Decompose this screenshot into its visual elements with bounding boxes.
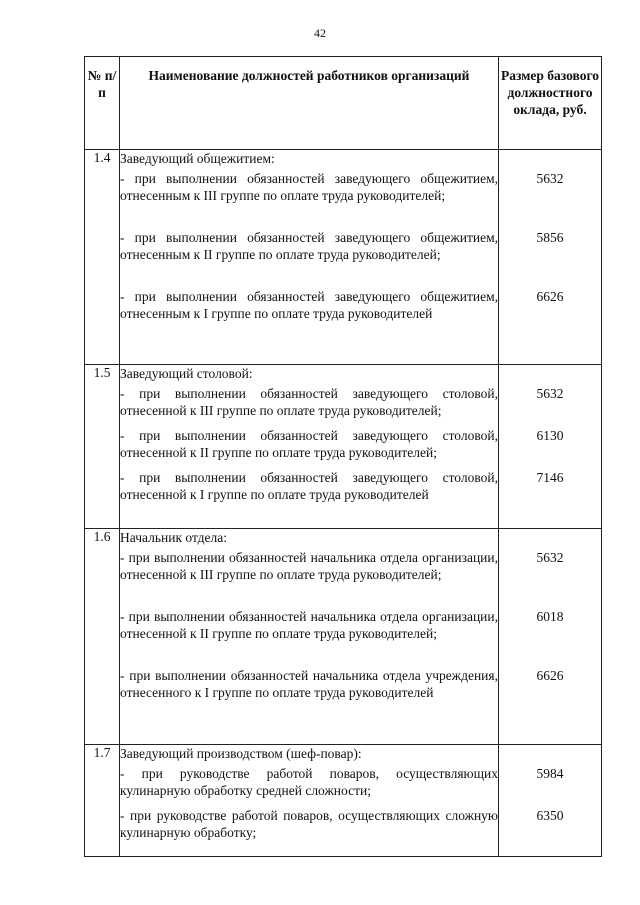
section-title: Начальник отдела:: [120, 530, 228, 545]
list-item: - при выполнении обязанностей заведующего общежитием, отнесенным к III группе по оплате труда руководителей;: [120, 171, 498, 203]
section-number: 1.7: [85, 745, 120, 857]
table-row: [85, 150, 602, 365]
salary-cell: [499, 150, 602, 365]
section-content: [120, 745, 499, 857]
salary-value: 5632: [536, 171, 564, 186]
list-item: - при выполнении обязанностей заведующего общежитием, отнесенным к II группе по оплате труда руководителей;: [120, 230, 498, 262]
section-content: [120, 365, 499, 529]
table-row: [85, 529, 602, 745]
salary-value: 5984: [536, 766, 564, 781]
section-number: 1.4: [85, 150, 120, 365]
list-item: - при руководстве работой поваров, осуществляющих сложную кулинарную обработку;: [120, 808, 498, 840]
section-title: Заведующий столовой:: [120, 366, 253, 381]
salary-value: 6130: [536, 428, 564, 443]
salary-value: 5632: [536, 386, 564, 401]
header-base-salary: Размер базового должностного оклада, руб.: [499, 57, 602, 150]
salary-cell: [499, 529, 602, 745]
salary-cell: [499, 365, 602, 529]
salary-value: 6350: [536, 808, 564, 823]
list-item: - при выполнении обязанностей начальника отдела организации, отнесенной к II группе по оплате труда руководителей;: [120, 609, 498, 641]
section-number: 1.6: [85, 529, 120, 745]
salary-value: 6626: [536, 668, 564, 683]
list-item: - при выполнении обязанностей заведующего столовой, отнесенной к II группе по оплате труда руководителей;: [120, 428, 498, 460]
table-header-row: [85, 57, 602, 150]
section-content: [120, 529, 499, 745]
section-number: 1.5: [85, 365, 120, 529]
section-content: [120, 150, 499, 365]
header-number: № п/п: [85, 57, 120, 150]
list-item: - при выполнении обязанностей начальника отдела учреждения, отнесенного к I группе по оплате труда руководителей: [120, 668, 498, 700]
salary-cell: [499, 745, 602, 857]
table-row: [85, 745, 602, 857]
page-number: 42: [314, 26, 326, 40]
table-row: [85, 365, 602, 529]
header-position-name: Наименование должностей работников организаций: [120, 57, 499, 150]
section-title: Заведующий общежитием:: [120, 151, 275, 166]
salary-value: 7146: [536, 470, 564, 485]
list-item: - при выполнении обязанностей заведующего столовой, отнесенной к III группе по оплате труда руководителей;: [120, 386, 498, 418]
salary-table: [84, 56, 602, 857]
list-item: - при выполнении обязанностей начальника отдела организации, отнесенной к III группе по оплате труда руководителей;: [120, 550, 498, 582]
salary-value: 6626: [536, 289, 564, 304]
section-title: Заведующий производством (шеф-повар):: [120, 746, 362, 761]
list-item: - при выполнении обязанностей заведующего столовой, отнесенной к I группе по оплате труда руководителей: [120, 470, 498, 502]
salary-value: 5632: [536, 550, 564, 565]
list-item: - при руководстве работой поваров, осуществляющих кулинарную обработку средней сложности;: [120, 766, 498, 798]
salary-value: 6018: [536, 609, 564, 624]
list-item: - при выполнении обязанностей заведующего общежитием, отнесенным к I группе по оплате труда руководителей: [120, 289, 498, 321]
salary-value: 5856: [536, 230, 564, 245]
